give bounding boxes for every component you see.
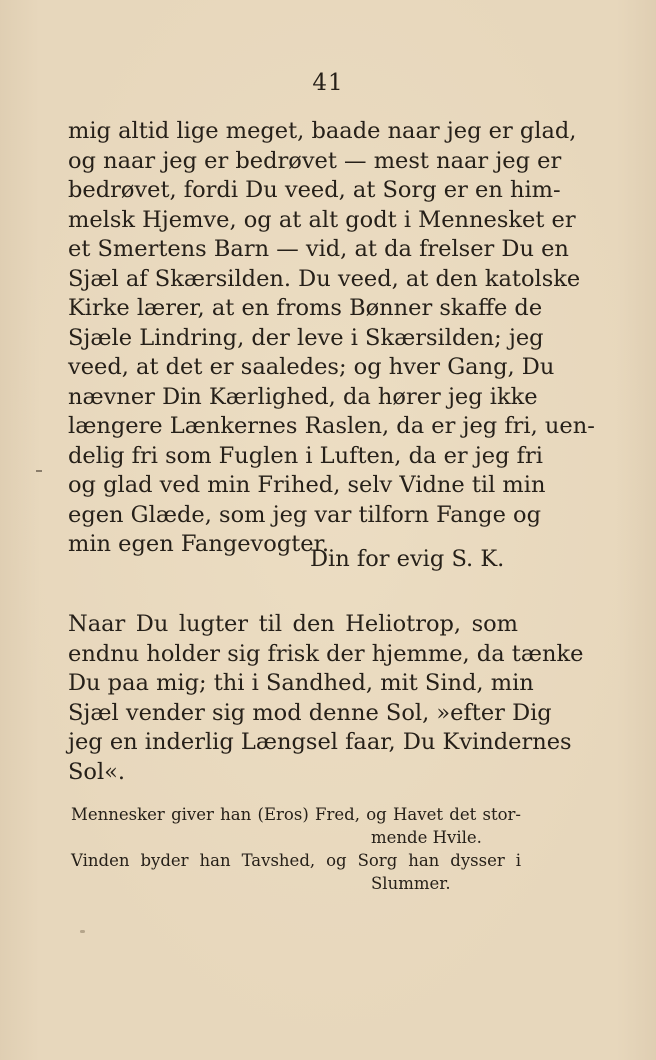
text-line: og naar jeg er bedrøvet — mest naar jeg er (68, 147, 562, 174)
text-line: Du paa mig; thi i Sandhed, mit Sind, min (68, 670, 534, 696)
page-number: 41 (312, 70, 344, 96)
text-line: endnu holder sig frisk der hjemme, da tænke (68, 640, 584, 667)
text-line: Sjæle Lindring, der leve i Skærsilden; jeg (68, 324, 544, 351)
verse-stanza (71, 849, 521, 895)
text-line: og glad ved min Frihed, selv Vidne til min (68, 472, 546, 498)
paper-speck (80, 930, 85, 933)
letter-signature: Din for evig S. K. (310, 546, 505, 572)
text-line: melsk Hjemve, og at alt godt i Mennesket er (68, 206, 576, 233)
verse-continuation: mende Hvile. (371, 828, 482, 847)
text-line: egen Glæde, som jeg var tilforn Fange og (68, 501, 541, 528)
text-line: et Smertens Barn — vid, at da frelser Du en (68, 236, 569, 262)
verse-line: Vinden byder han Tavshed, og Sorg han dysser i (71, 851, 521, 870)
text-line: delig fri som Fuglen i Luften, da er jeg fri (68, 442, 543, 469)
verse-line: Mennesker giver han (Eros) Fred, og Havet det stor- (71, 805, 521, 824)
text-line: Kirke lærer, at en froms Bønner skaffe de (68, 295, 543, 321)
margin-mark (36, 470, 42, 472)
text-line: Sjæl vender sig mod denne Sol, »efter Dig (68, 699, 552, 726)
heliotrop-paragraph (68, 610, 584, 787)
verse-continuation: Slummer. (371, 874, 451, 893)
letter-paragraph (68, 117, 595, 560)
text-line: nævner Din Kærlighed, da hører jeg ikke (68, 383, 538, 410)
verse-stanza (71, 803, 521, 849)
text-line: Sol«. (68, 758, 126, 785)
text-line: Sjæl af Skærsilden. Du veed, at den katolske (68, 265, 581, 292)
text-line: mig altid lige meget, baade naar jeg er glad, (68, 118, 577, 144)
text-line: veed, at det er saaledes; og hver Gang, Du (68, 354, 555, 380)
text-line: bedrøvet, fordi Du veed, at Sorg er en him- (68, 177, 561, 203)
text-line: Naar Du lugter til den Heliotrop, som (68, 611, 518, 637)
text-line: længere Lænkernes Raslen, da er jeg fri, uen- (68, 413, 595, 439)
text-line: min egen Fangevogter. (68, 531, 330, 557)
text-line: jeg en inderlig Længsel faar, Du Kvindernes (68, 729, 572, 755)
